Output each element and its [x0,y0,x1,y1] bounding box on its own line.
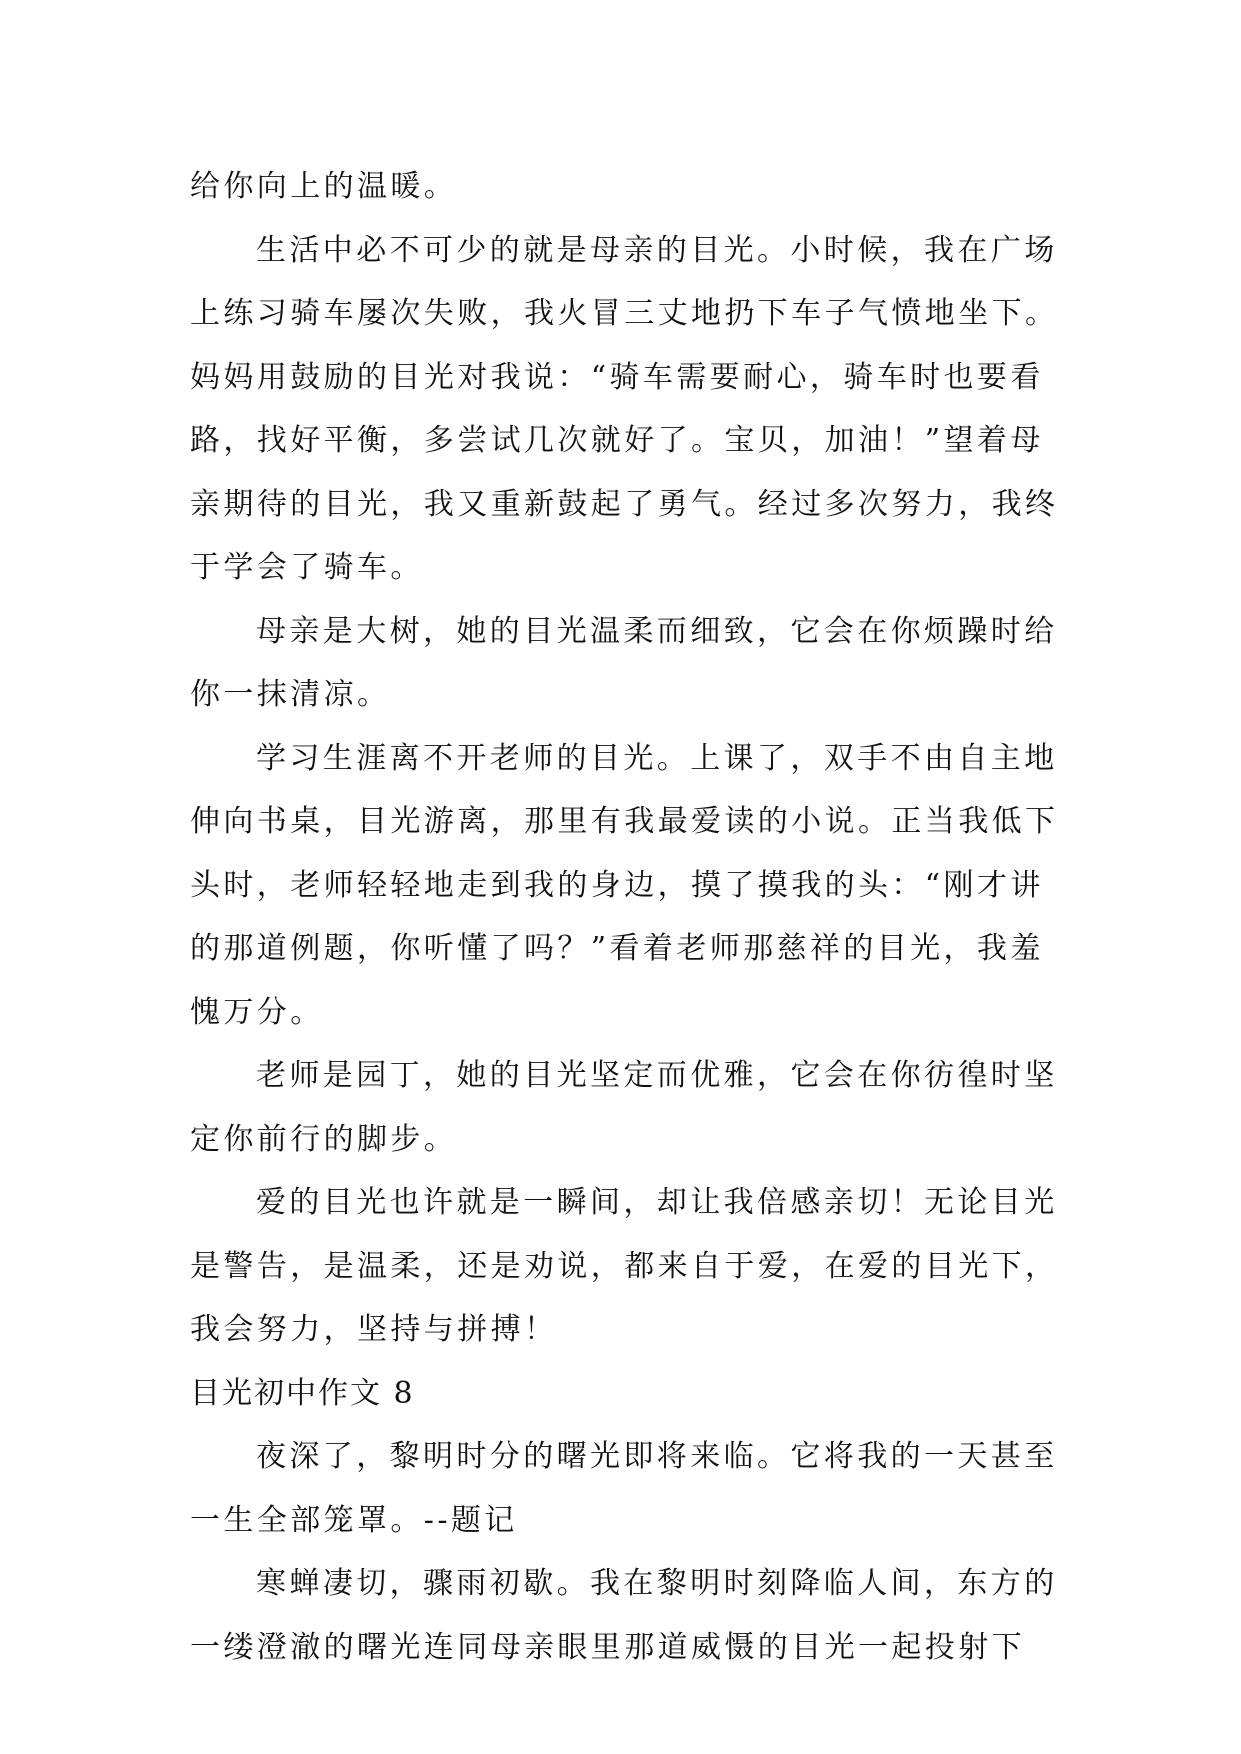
text-line: 的那道例题，你听懂了吗？”看着老师那慈祥的目光，我羞 [190,931,1044,966]
text-line: 你一抹清凉。 [190,677,391,712]
paragraph-start-line: 老师是园丁，她的目光坚定而优雅，它会在你彷徨时坚 [256,1058,1058,1093]
text-line: 于学会了骑车。 [190,550,424,585]
text-line: 我会努力，坚持与拼搏！ [190,1312,558,1347]
text-line: 给你向上的温暖。 [190,169,458,204]
text-line: 一生全部笼罩。--题记 [190,1502,518,1538]
text-line: 妈妈用鼓励的目光对我说：“骑车需要耐心，骑车时也要看 [190,359,1044,395]
text-line: 定你前行的脚步。 [190,1121,458,1157]
text-line: 愧万分。 [190,994,324,1030]
paragraph-start-line: 母亲是大树，她的目光温柔而细致，它会在你烦躁时给 [256,613,1058,649]
paragraph-start-line: 生活中必不可少的就是母亲的目光。小时候，我在广场 [256,232,1058,268]
text-line: 头时，老师轻轻地走到我的身边，摸了摸我的头：“刚才讲 [190,867,1044,903]
paragraph-start-line: 爱的目光也许就是一瞬间，却让我倍感亲切！无论目光 [256,1185,1058,1220]
text-line: 是警告，是温柔，还是劝说，都来自于爱，在爱的目光下， [190,1248,1059,1284]
essay-body [190,155,1070,1679]
paragraph-start-line: 寒蝉凄切，骤雨初歇。我在黎明时刻降临人间，东方的 [256,1566,1058,1601]
paragraph-start-line: 夜深了，黎明时分的曙光即将来临。它将我的一天甚至 [256,1439,1058,1474]
text-line: 亲期待的目光，我又重新鼓起了勇气。经过多次努力，我终 [190,486,1059,522]
text-line: 一缕澄澈的曙光连同母亲眼里那道威慑的目光一起投射下 [190,1629,1025,1665]
paragraph-start-line: 学习生涯离不开老师的目光。上课了，双手不由自主地 [256,740,1058,776]
text-line: 路，找好平衡，多尝试几次就好了。宝贝，加油！”望着母 [190,423,1044,458]
essay-heading: 目光初中作文 8 [190,1375,415,1411]
text-line: 伸向书桌，目光游离，那里有我最爱读的小说。正当我低下 [190,804,1059,839]
text-line: 上练习骑车屡次失败，我火冒三丈地扔下车子气愤地坐下。 [190,296,1059,331]
